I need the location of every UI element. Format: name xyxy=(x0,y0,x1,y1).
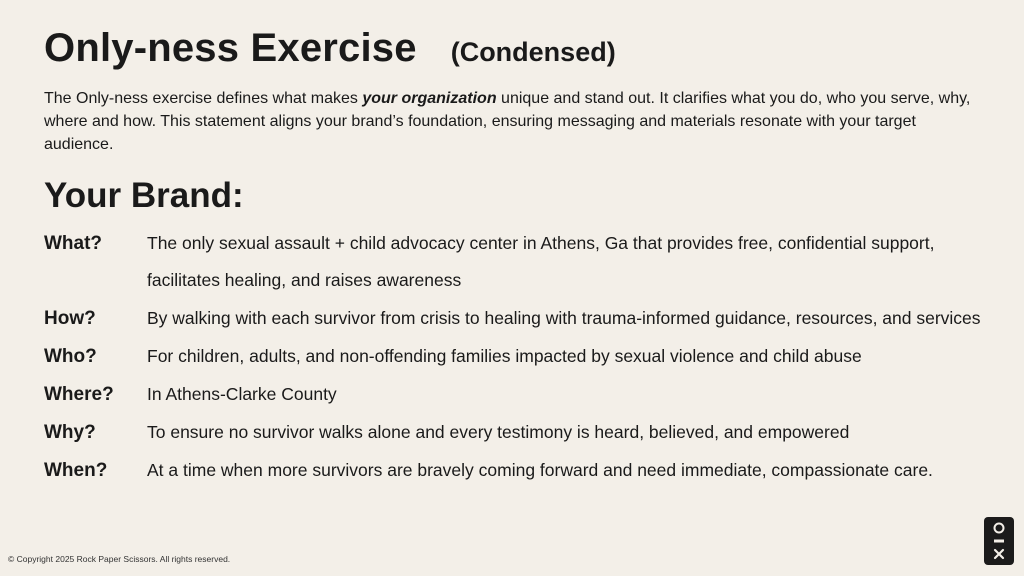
question-label: When? xyxy=(44,460,108,481)
row-what xyxy=(44,225,994,299)
slide-title xyxy=(44,26,616,71)
row-how xyxy=(44,300,994,337)
copyright-text: © Copyright 2025 Rock Paper Scissors. All rights reserved. xyxy=(8,554,231,564)
intro-after: unique and stand out. It clarifies what you do, who you serve, why, where and how. This statement aligns your brand’s foundation, ensuring messaging and materials resonate with your target audience. xyxy=(44,90,971,153)
answer-text: At a time when more survivors are bravely coming forward and need immediate, compassionate care. xyxy=(147,460,933,480)
intro-emphasis: your organization xyxy=(362,90,497,107)
x-icon xyxy=(992,548,1006,560)
intro-before: The Only-ness exercise defines what makes xyxy=(44,90,363,107)
answer-text: By walking with each survivor from crisis to healing with trauma-informed guidance, resources, and services xyxy=(147,308,981,328)
circle-icon xyxy=(992,522,1006,534)
answer-text: The only sexual assault + child advocacy center in Athens, Ga that provides free, confidential support, facilitates healing, and raises awareness xyxy=(147,233,935,290)
brand-rows xyxy=(44,225,994,490)
row-why xyxy=(44,414,994,451)
title-main: Only-ness Exercise xyxy=(44,26,417,70)
intro-paragraph xyxy=(44,87,974,156)
question-label: How? xyxy=(44,308,96,329)
bar-icon xyxy=(992,537,1006,545)
brand-heading: Your Brand: xyxy=(44,176,244,215)
title-sub: (Condensed) xyxy=(450,37,616,67)
question-label: Who? xyxy=(44,346,97,367)
row-who xyxy=(44,338,994,375)
row-where xyxy=(44,376,994,413)
question-label: Why? xyxy=(44,422,96,443)
question-label: What? xyxy=(44,233,103,254)
rock-paper-scissors-logo-icon xyxy=(984,517,1014,565)
row-when xyxy=(44,452,994,489)
answer-text: To ensure no survivor walks alone and every testimony is heard, believed, and empowered xyxy=(147,422,850,442)
question-label: Where? xyxy=(44,384,114,405)
answer-text: For children, adults, and non-offending families impacted by sexual violence and child abuse xyxy=(147,346,862,366)
answer-text: In Athens-Clarke County xyxy=(147,384,337,404)
